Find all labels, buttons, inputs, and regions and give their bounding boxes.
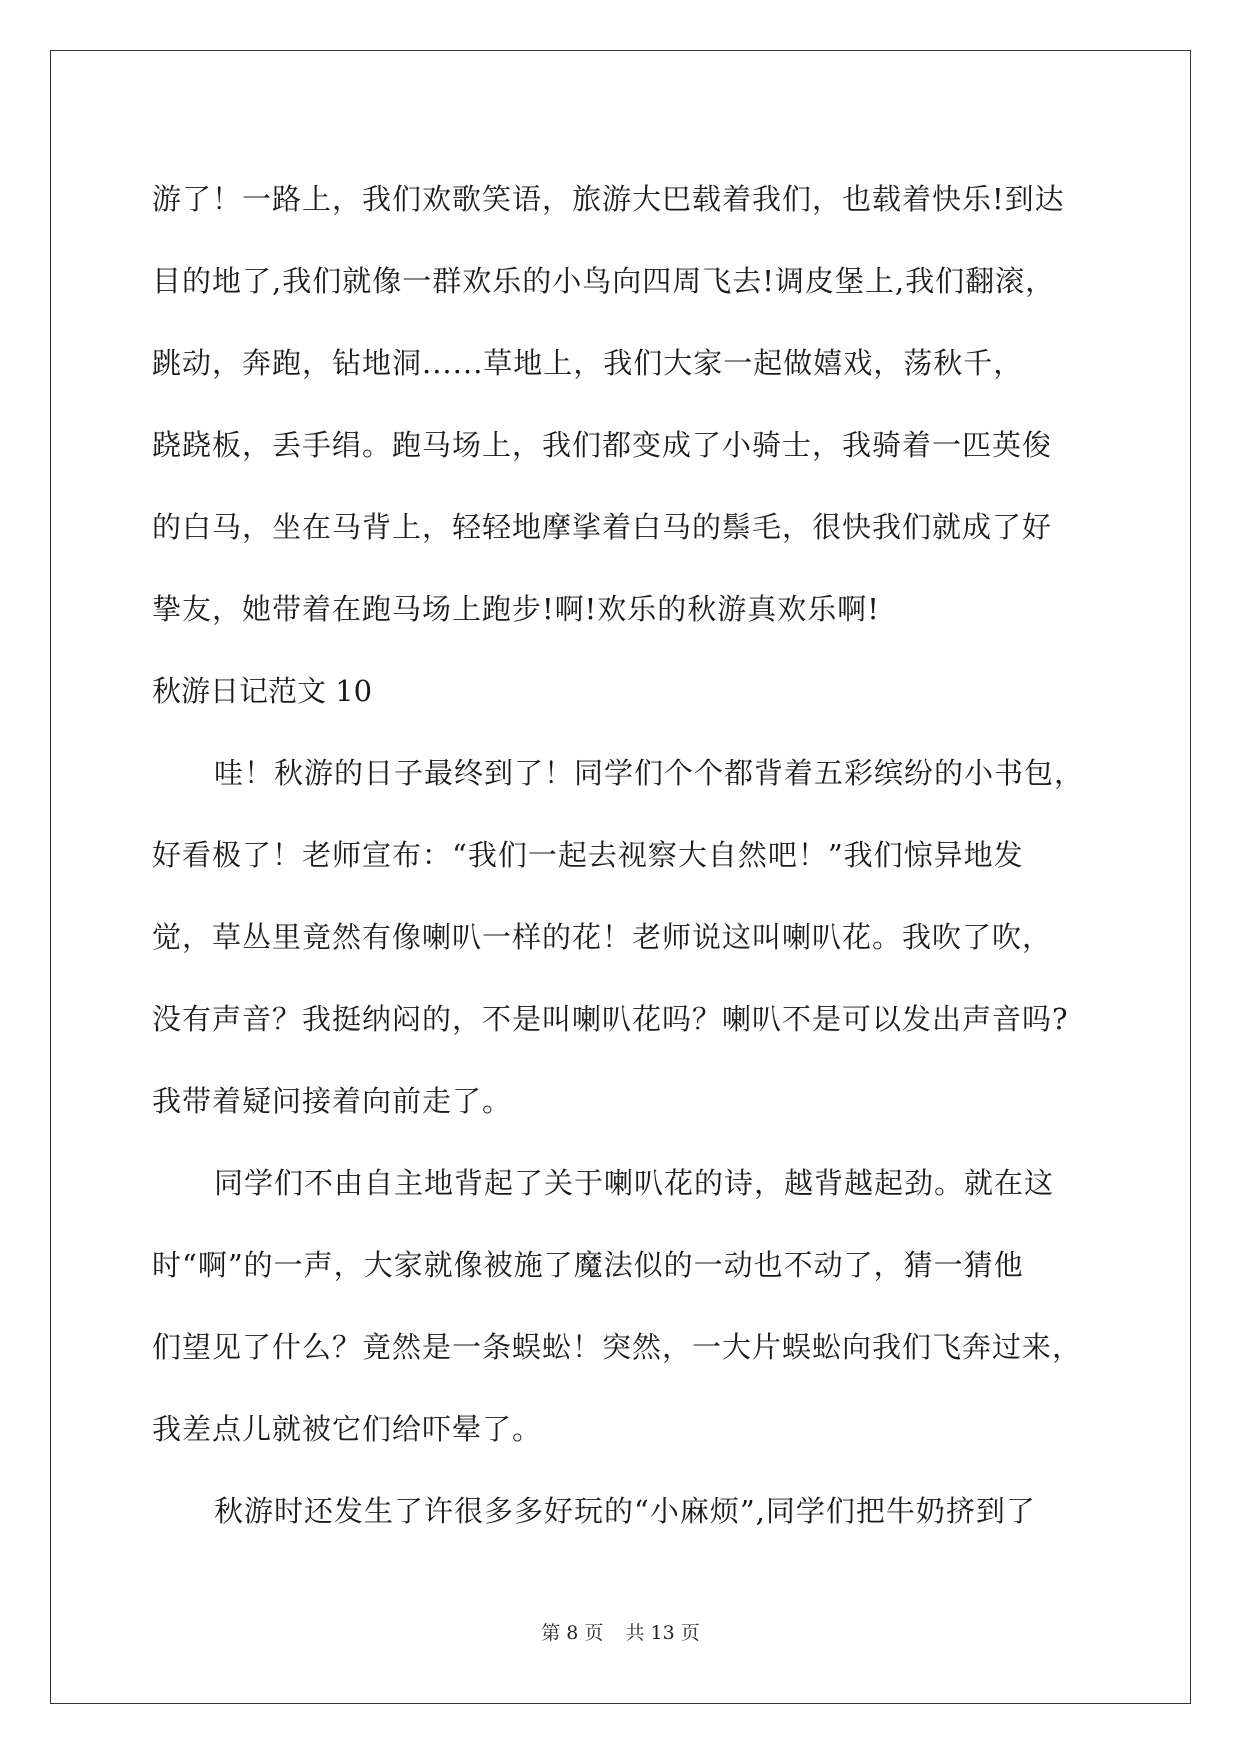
paragraph-first-line: 哇！秋游的日子最终到了！同学们个个都背着五彩缤纷的小书包， xyxy=(214,756,1085,790)
text-line: 们望见了什么？竟然是一条蜈蚣！突然，一大片蜈蚣向我们飞奔过来， xyxy=(152,1330,1083,1364)
text-line: 挚友，她带着在跑马场上跑步!啊!欢乐的秋游真欢乐啊! xyxy=(152,592,880,626)
text-line: 的白马，坐在马背上，轻轻地摩挲着白马的鬃毛，很快我们就成了好 xyxy=(152,510,1053,544)
document-body xyxy=(152,158,1092,1552)
text-line: 没有声音？我挺纳闷的，不是叫喇叭花吗？喇叭不是可以发出声音吗? xyxy=(152,1002,1069,1036)
text-line: 跷跷板，丢手绢。跑马场上，我们都变成了小骑士，我骑着一匹英俊 xyxy=(152,428,1053,462)
text-line: 好看极了！老师宣布：“我们一起去视察大自然吧！”我们惊异地发 xyxy=(152,838,1024,872)
text-line: 跳动，奔跑，钻地洞......草地上，我们大家一起做嬉戏，荡秋千， xyxy=(152,346,1024,380)
page-footer xyxy=(0,1618,1241,1645)
text-line: 我差点儿就被它们给吓晕了。 xyxy=(152,1412,543,1446)
text-line: 我带着疑问接着向前走了。 xyxy=(152,1084,513,1118)
section-heading: 秋游日记范文 10 xyxy=(152,674,373,708)
text-line: 目的地了,我们就像一群欢乐的小鸟向四周飞去!调皮堡上,我们翻滚， xyxy=(152,264,1056,298)
text-line: 时“啊”的一声，大家就像被施了魔法似的一动也不动了，猜一猜他 xyxy=(152,1248,1024,1282)
paragraph-first-line: 同学们不由自主地背起了关于喇叭花的诗，越背越起劲。就在这 xyxy=(214,1166,1055,1200)
page-number: 第 8 页 xyxy=(541,1622,604,1644)
page-total: 共 13 页 xyxy=(625,1622,700,1644)
text-line: 觉，草丛里竟然有像喇叭一样的花！老师说这叫喇叭花。我吹了吹， xyxy=(152,920,1053,954)
paragraph-first-line: 秋游时还发生了许很多多好玩的“小麻烦”,同学们把牛奶挤到了 xyxy=(214,1494,1036,1528)
text-line: 游了！一路上，我们欢歌笑语，旅游大巴载着我们，也载着快乐!到达 xyxy=(152,182,1065,216)
